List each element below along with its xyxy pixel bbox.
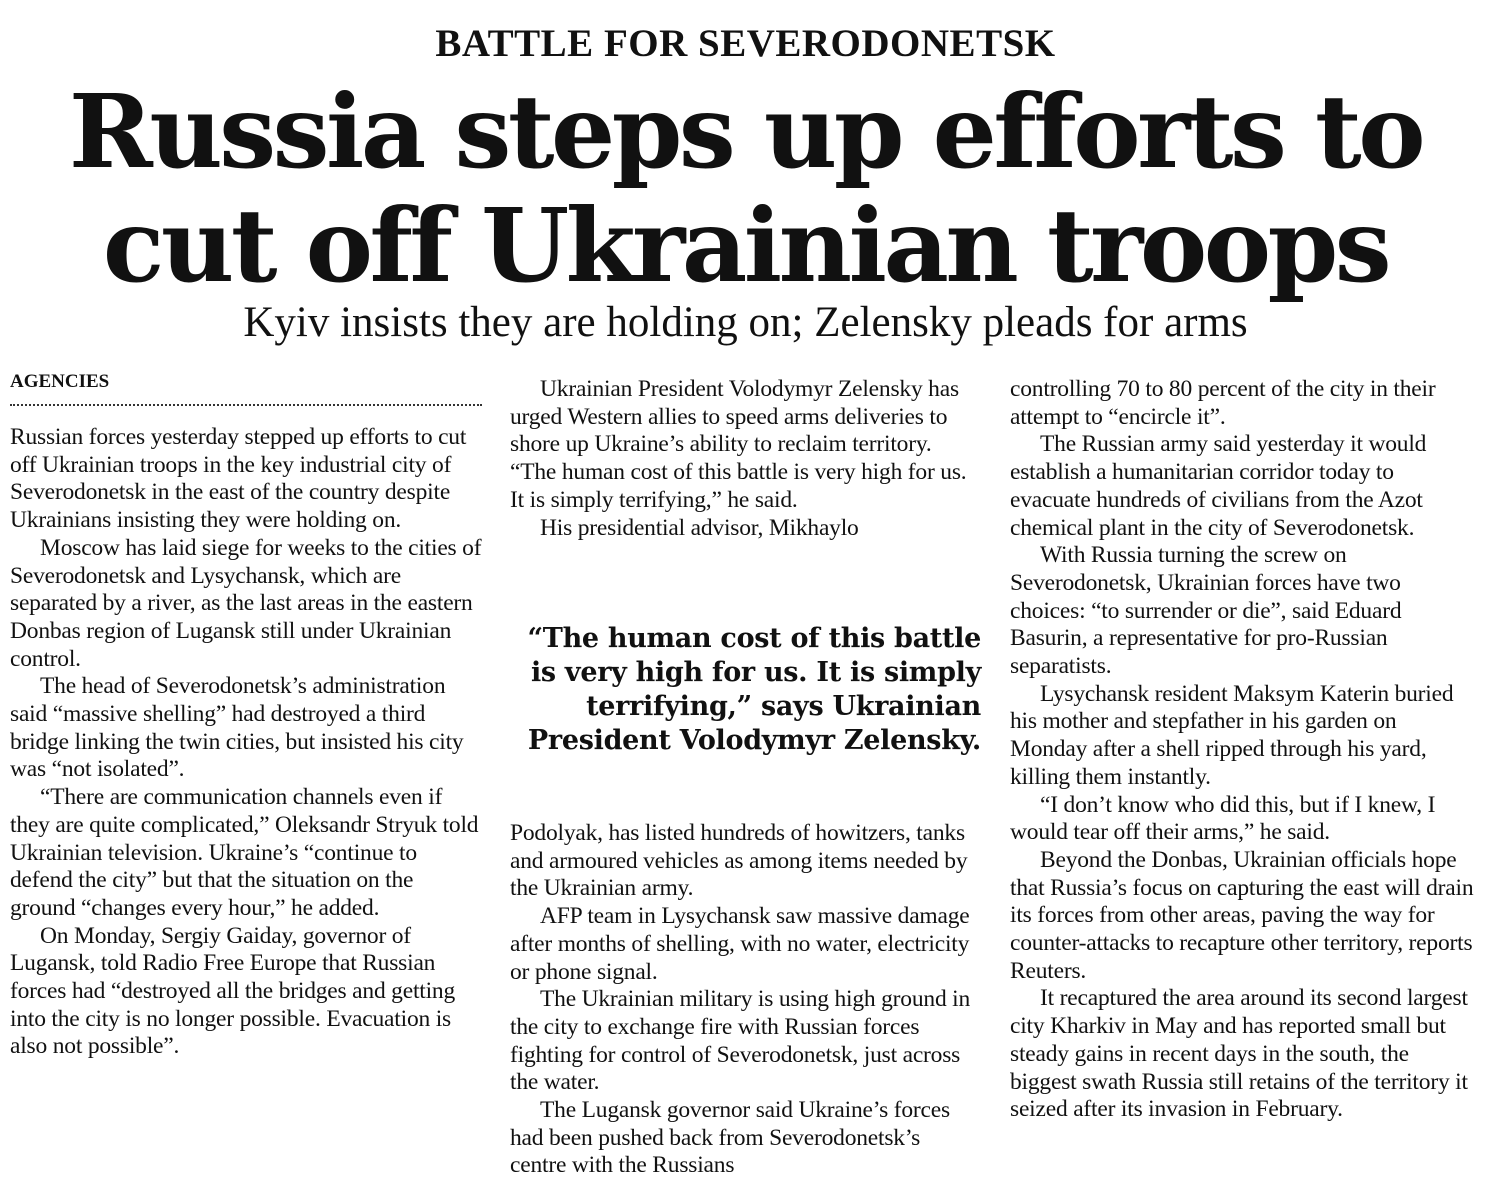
article-column-2-bottom <box>510 820 980 1180</box>
article-column-2-top <box>510 376 980 542</box>
paragraph: With Russia turning the screw on Severodonetsk, Ukrainian forces have two choices: “to surrender or die”, said Eduard Basurin, a representative for pro-Russian separatists. <box>1010 542 1402 680</box>
pull-quote: “The human cost of this battle is very high for us. It is simply terrifying,” says Ukrainian President Volodymyr Zelensky. <box>527 623 981 756</box>
paragraph: Podolyak, has listed hundreds of howitzers, tanks and armoured vehicles as among items needed by the Ukrainian army. <box>510 820 968 902</box>
headline-line-2: cut off Ukrainian troops <box>102 186 1389 305</box>
paragraph: His presidential advisor, Mikhaylo <box>540 514 859 541</box>
paragraph: Beyond the Donbas, Ukrainian officials hope that Russia’s focus on capturing the east will drain its forces from other areas, paving the way for counter-attacks to recapture other territory, reports Reuters. <box>1010 846 1474 984</box>
article-column-1 <box>10 424 482 1061</box>
headline-line-1: Russia steps up efforts to <box>68 72 1423 191</box>
section-kicker: BATTLE FOR SEVERODONETSK <box>435 22 1056 65</box>
paragraph: Russian forces yesterday stepped up efforts to cut off Ukrainian troops in the key industrial city of Severodonetsk in the east of the country despite Ukrainians insisting they were holding on. <box>10 424 467 534</box>
paragraph: The head of Severodonetsk’s administration said “massive shelling” had destroyed a third bridge linking the twin cities, but insisted his city was “not isolated”. <box>10 673 464 783</box>
paragraph: controlling 70 to 80 percent of the city in their attempt to “encircle it”. <box>1010 376 1436 430</box>
paragraph: The Ukrainian military is using high ground in the city to exchange fire with Russian forces fighting for control of Severodonetsk, just across the water. <box>510 986 971 1096</box>
paragraph: It recaptured the area around its second largest city Kharkiv in May and has reported small but steady gains in recent days in the south, the biggest swath Russia still retains of the territory it seized after its invasion in February. <box>1010 985 1468 1123</box>
paragraph: Ukrainian President Volodymyr Zelensky has urged Western allies to speed arms deliveries to shore up Ukraine’s ability to reclaim territory. “The human cost of this battle is very high for us. It is simply terrifying,” he said. <box>510 376 967 513</box>
subheadline: Kyiv insists they are holding on; Zelensky pleads for arms <box>243 299 1248 346</box>
paragraph: “There are communication channels even if they are quite complicated,” Oleksandr Stryuk told Ukrainian television. Ukraine’s “continue to defend the city” but that the situation on the ground “changes every hour,” he added. <box>10 784 479 921</box>
paragraph: AFP team in Lysychansk saw massive damage after months of shelling, with no water, electricity or phone signal. <box>510 903 970 985</box>
paragraph: The Lugansk governor said Ukraine’s forces had been pushed back from Severodonetsk’s centre with the Russians <box>510 1097 950 1179</box>
paragraph: Lysychansk resident Maksym Katerin buried his mother and stepfather in his garden on Monday after a shell ripped through his yard, killing them instantly. <box>1010 680 1454 790</box>
paragraph: “I don’t know who did this, but if I knew, I would tear off their arms,” he said. <box>1010 791 1436 846</box>
paragraph: The Russian army said yesterday it would establish a humanitarian corridor today to evacuate hundreds of civilians from the Azot chemical plant in the city of Severodonetsk. <box>1010 431 1427 541</box>
paragraph: On Monday, Sergiy Gaiday, governor of Lugansk, told Radio Free Europe that Russian forces had “destroyed all the bridges and getting into the city is no longer possible. Evacuation is also not possible”. <box>10 922 456 1060</box>
article-column-3 <box>1010 376 1478 1124</box>
byline-divider <box>10 404 482 406</box>
paragraph: Moscow has laid siege for weeks to the cities of Severodonetsk and Lysychansk, which are separated by a river, as the last areas in the eastern Donbas region of Lugansk still under Ukrainian control. <box>10 534 482 672</box>
byline: AGENCIES <box>10 371 110 392</box>
